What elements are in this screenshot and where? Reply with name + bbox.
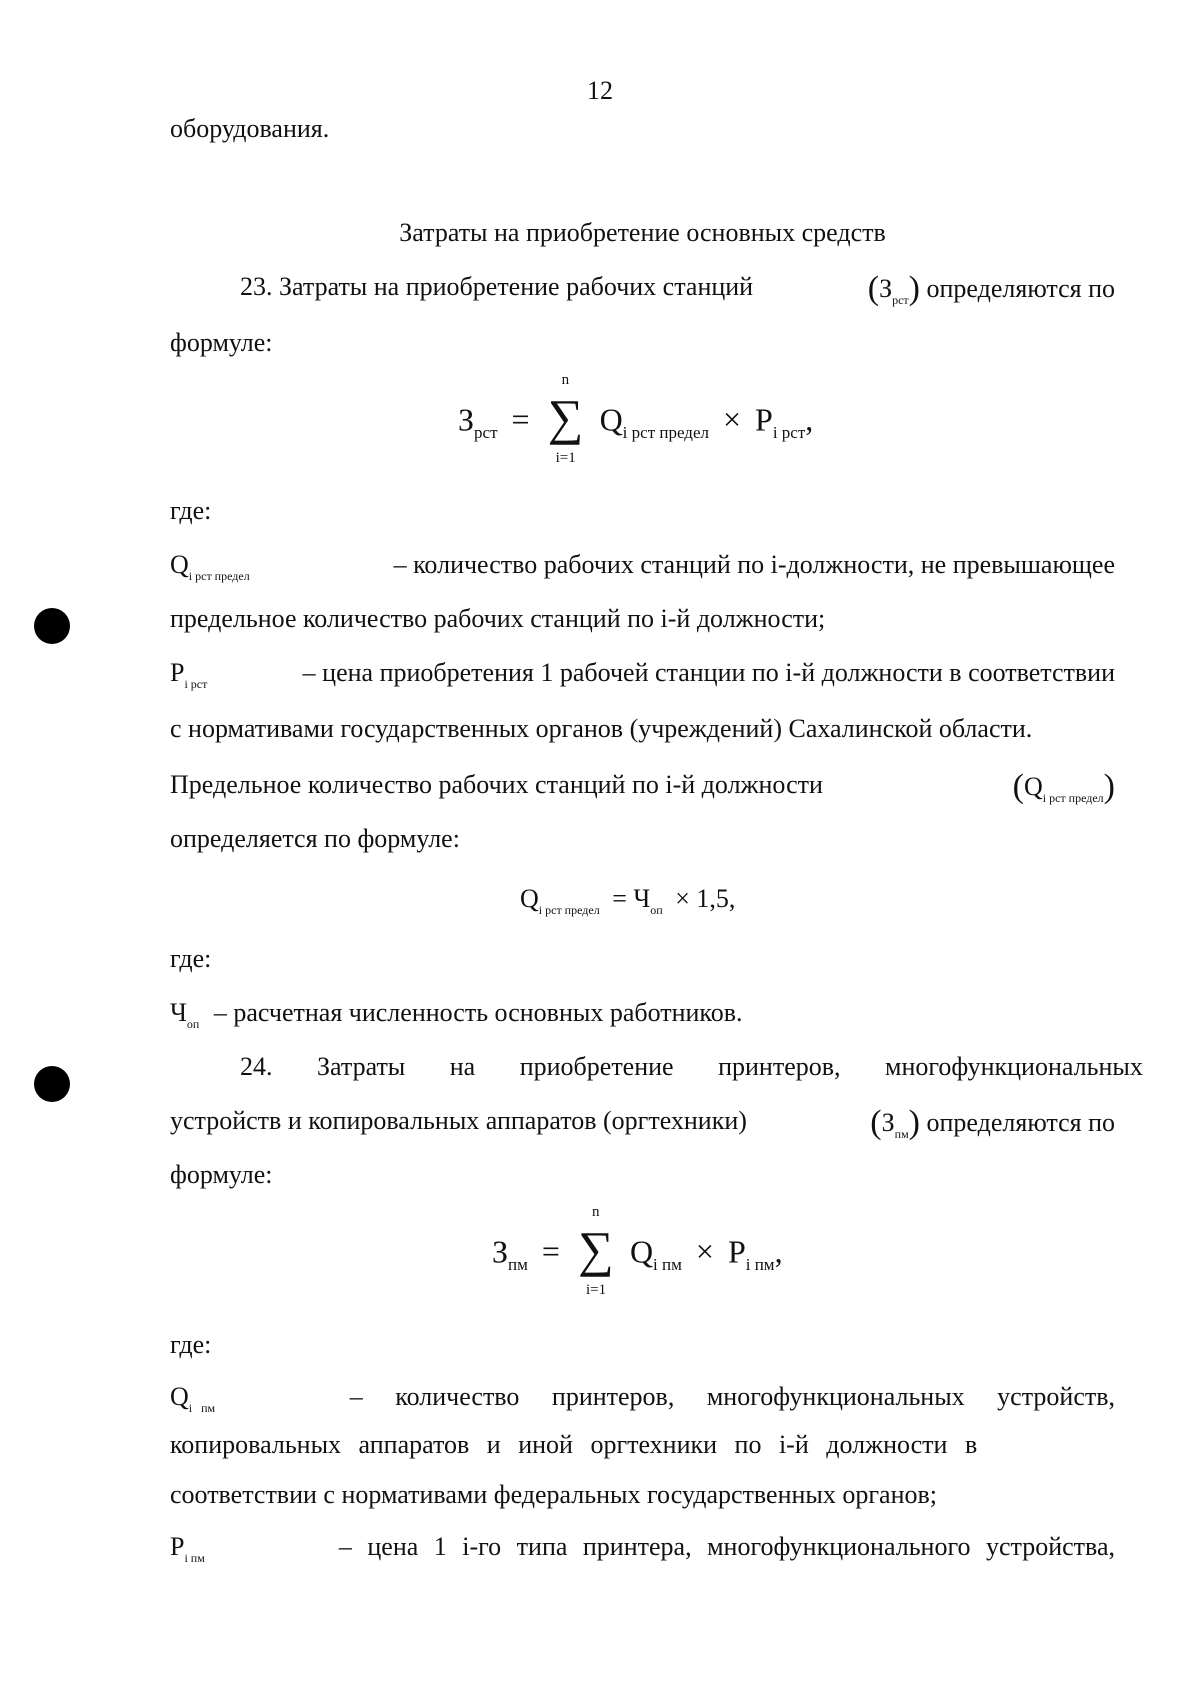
q-definition-line-2: предельное количество рабочих станций по i-й должности; — [170, 604, 826, 633]
ch-definition: $Ч_{оп}$ – расчетная численность основных работников. — [170, 998, 743, 1031]
paragraph-24-line-1 — [240, 1050, 1143, 1084]
p-definition-line-2: с нормативами государственных органов (учреждений) Сахалинской области. — [170, 714, 1033, 743]
qpm-definition-line-3: соответствии с нормативами федеральных государственных органов; — [170, 1480, 937, 1509]
symbol-z-rst: $(З_{рст})$ определяются по — [867, 270, 1115, 307]
limit-line-2: определяется по формуле: — [170, 824, 460, 853]
page-number: 12 — [587, 76, 613, 105]
symbol-p-pm: $P_{i пм}$ — [170, 1532, 205, 1565]
text-segment: – цена 1 i-го типа принтера, многофункционального устройства, — [338, 1532, 1115, 1561]
punch-hole — [34, 1066, 70, 1102]
paragraph-23-line-1 — [240, 270, 1115, 310]
line-gde-3: где: — [170, 1330, 212, 1359]
text-segment: – количество рабочих станций по i-должности, не превышающее — [393, 550, 1115, 579]
formula-z-pm: $З_{пм}$ = ∑ n i=1 $Q_{i пм} \times P_{i пм}$, — [492, 1204, 783, 1298]
symbol-p-rst: $P_{i рст}$ — [170, 658, 208, 691]
text-segment: 23. Затраты на приобретение рабочих станций — [240, 272, 754, 301]
sum-symbol: ∑ n i=1 — [547, 372, 584, 466]
formula-q-limit: $Q_{i рст предел} = Ч_{оп} \times 1,5$, — [520, 884, 736, 917]
limit-line-1 — [170, 768, 1115, 808]
line-formula-word-2: формуле: — [170, 1160, 273, 1189]
text-segment: устройств и копировальных аппаратов (оргтехники) — [170, 1106, 747, 1135]
punch-hole — [34, 608, 70, 644]
line-gde-2: где: — [170, 944, 212, 973]
symbol-q-rst: $Q_{i рст предел}$ — [170, 550, 250, 583]
ppm-definition-line-1 — [170, 1530, 1115, 1568]
p-definition-line-1 — [170, 656, 1115, 694]
symbol-q-pm: $Q_{i пм}$ — [170, 1382, 216, 1415]
paragraph-24-line-2 — [170, 1104, 1115, 1144]
line-gde-1: где: — [170, 496, 212, 525]
text-segment: 24. Затраты на приобретение принтеров, многофункциональных — [240, 1052, 1143, 1081]
text-segment: – количество принтеров, многофункциональных устройств, — [349, 1382, 1115, 1411]
symbol-z-pm: $(З_{пм})$ определяются по — [870, 1104, 1115, 1141]
sum-symbol: ∑ n i=1 — [577, 1204, 614, 1298]
text-segment: Предельное количество рабочих станций по i-й должности — [170, 770, 823, 799]
formula-z-rst: $З_{рст}$ = ∑ n i=1 $Q_{i рст предел} \times P_{i рст}$, — [458, 372, 814, 466]
line-formula-word-1: формуле: — [170, 328, 273, 357]
symbol-q-limit: $(Q_{i рст предел})$ — [1012, 768, 1115, 805]
q-definition-line-1 — [170, 548, 1115, 586]
qpm-definition-line-2: копировальных аппаратов и иной оргтехники по i-й должности в — [170, 1430, 978, 1459]
line-equipment: оборудования. — [170, 114, 330, 143]
section-heading: Затраты на приобретение основных средств — [399, 218, 886, 247]
text-segment: – цена приобретения 1 рабочей станции по i-й должности в соответствии — [302, 658, 1115, 687]
qpm-definition-line-1 — [170, 1380, 1115, 1418]
